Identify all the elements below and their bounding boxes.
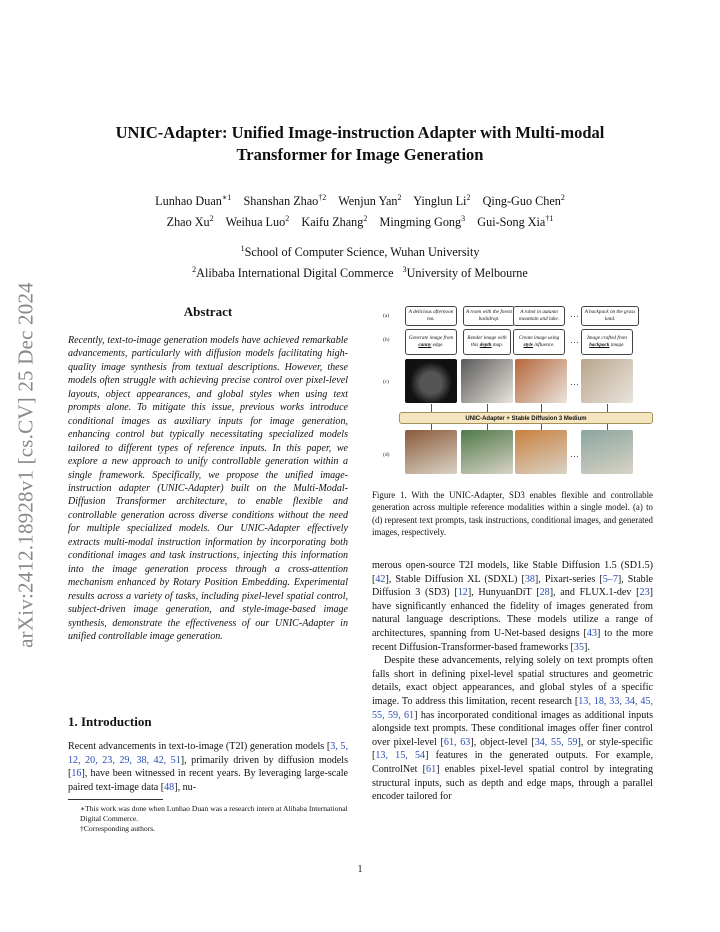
- model-bar: UNIC-Adapter + Stable Diffusion 3 Medium: [399, 412, 653, 424]
- author: Wenjun Yan$^2$: [338, 193, 402, 209]
- citation-link[interactable]: 13, 18, 33, 34, 45, 55, 59, 61: [372, 695, 654, 721]
- arrow-down: [607, 404, 608, 412]
- prompt-box: A room with the forest backdrop.: [463, 306, 515, 326]
- paper-title: [60, 122, 660, 166]
- intro-paragraph: Recent advancements in text-to-image (T2I) generation models [3, 5, 12, 20, 23, 29, 38, 42, 51], primarily driven by diffusion models [16], have been witnessed in recent years. By leveraging large-scale paired text-image data [48], nu-: [68, 741, 349, 793]
- author: Kaifu Zhang$^2$: [301, 214, 368, 230]
- author-line-1: [60, 189, 660, 210]
- citation-link[interactable]: 43: [586, 627, 597, 639]
- row-label-c: (c): [383, 379, 390, 385]
- author: Lunhao Duan$^{∗1}$: [155, 193, 232, 209]
- author-line-2: [60, 210, 660, 231]
- conditional-image-style: [515, 359, 567, 403]
- intro-heading: 1. Introduction: [68, 714, 152, 729]
- title-line-2: Transformer for Image Generation: [236, 145, 484, 164]
- citation-link[interactable]: 34, 55, 59: [534, 736, 578, 748]
- author: Zhao Xu$^2$: [166, 214, 214, 230]
- citation-link[interactable]: 12: [457, 587, 468, 599]
- affiliation-line-2: $^2$Alibaba International Digital Commerce $^3$University of Melbourne: [192, 265, 528, 281]
- page-number: 1: [357, 864, 363, 875]
- citation-link[interactable]: 28: [539, 587, 550, 599]
- arxiv-stamp-text: arXiv:2412.18928v1 [cs.CV] 25 Dec 2024: [13, 282, 38, 648]
- instruction-box: Generate image from canny edge.: [405, 329, 457, 355]
- citation-link[interactable]: 48: [164, 781, 175, 793]
- instruction-box: Image crafted from backpack image.: [581, 329, 633, 355]
- conditional-image-canny: [405, 359, 457, 403]
- author: Mingming Gong$^3$: [379, 214, 466, 230]
- arxiv-stamp: [8, 250, 44, 680]
- citation-link[interactable]: 16: [71, 768, 82, 780]
- right-column-text: [372, 559, 653, 804]
- instruction-box: Create image using style influence.: [513, 329, 565, 355]
- ellipsis: …: [570, 335, 579, 345]
- citation-link[interactable]: 61: [426, 763, 437, 775]
- conditional-image-backpack: [581, 359, 633, 403]
- footnote-intern: ∗This work was done when Lunhao Duan was a research intern at Alibaba International Digital Commerce.: [80, 804, 348, 824]
- arrow-down: [541, 404, 542, 412]
- citation-link[interactable]: 42: [375, 573, 386, 585]
- author: Gui-Song Xia$^{\dagger 1}$: [477, 214, 554, 230]
- row-label-b: (b): [383, 337, 390, 343]
- footnotes: [68, 804, 348, 835]
- citation-link[interactable]: 3, 5, 12, 20, 23, 29, 38, 42, 51: [68, 741, 349, 766]
- footnote-corresponding: †Corresponding authors.: [80, 824, 156, 834]
- row-label-a: (a): [383, 313, 390, 319]
- author: Qing-Guo Chen$^2$: [482, 193, 565, 209]
- author: Shanshan Zhao$^{\dagger 2}$: [243, 193, 327, 209]
- author: Yinglun Li$^2$: [413, 193, 471, 209]
- abstract-heading: Abstract: [183, 304, 233, 319]
- generated-image: [461, 430, 513, 474]
- arrow-down: [487, 404, 488, 412]
- author-list: [60, 189, 660, 231]
- paragraph: merous open-source T2I models, like Stable Diffusion 1.5 (SD1.5) [42], Stable Diffusion XL (SDXL) [38], Pixart-series [5–7], Stable Diffusion 3 (SD3) [12], HunyuanDiT [28], and FLUX.1-dev [23] have significantly enhanced the fidelity of images generated from natural language descriptions. These models utilize a range of architectures, spanning from U-Net-based designs [43] to the more recent Diffusion-Transformer-based frameworks [35].: [372, 560, 654, 653]
- prompt-box: A delicious afternoon tea.: [405, 306, 457, 326]
- ellipsis: …: [570, 449, 579, 459]
- citation-link[interactable]: 5–7: [602, 573, 618, 585]
- author: Weihua Luo$^2$: [225, 214, 290, 230]
- figure-caption: Figure 1. With the UNIC-Adapter, SD3 enables flexible and controllable generation across multiple reference modalities within a single model. (a) to (d) represent text prompts, task instructions, conditional images, and generated images, respectively.: [372, 490, 653, 537]
- citation-link[interactable]: 23: [639, 587, 650, 599]
- generated-image: [515, 430, 567, 474]
- abstract-body: Recently, text-to-image generation models have achieved remarkable advancements, particularly with diffusion models facilitating high-quality image synthesis from textual descriptions. However, these models often struggle with achieving precise control over pixel-level layouts, object appearances, and global styles when using text prompts alone. To mitigate this issue, previous works introduce conditional images as auxiliary inputs for image generation, enhancing control but typically necessitating specialized models tailored to different types of reference inputs. In this paper, we explore a new approach to unify controllable generation within a single framework. Specifically, we propose the unified image-instruction adapter (UNIC-Adapter) built on the Multi-Modal-Diffusion Transformer architecture, to enable flexible and controllable generation across diverse conditions without the need for multiple specialized models. Our UNIC-Adapter effectively extracts multi-modal instruction information by incorporating both conditional images and task instructions, injecting this information into the image generation process through a cross-attention mechanism enhanced by Rotary Position Embedding. Experimental results across a variety of tasks, including pixel-level spatial control, subject-driven image generation, and style-image-based image synthesis, demonstrate the effectiveness of our UNIC-Adapter in unified controllable image generation.: [68, 335, 348, 642]
- citation-link[interactable]: 38: [524, 573, 535, 585]
- arrow-down: [431, 404, 432, 412]
- citation-link[interactable]: 13, 15, 54: [375, 750, 426, 762]
- citation-link[interactable]: 35: [573, 641, 584, 653]
- affiliations: [60, 240, 660, 282]
- footnote-rule: [68, 799, 163, 800]
- generated-image: [581, 430, 633, 474]
- prompt-box: A robot in autumn mountain and lake.: [513, 306, 565, 326]
- ellipsis: …: [570, 377, 579, 387]
- affiliation-line-1: $^1$School of Computer Science, Wuhan University: [240, 244, 480, 260]
- generated-image: [405, 430, 457, 474]
- conditional-image-depth: [461, 359, 513, 403]
- title-line-1: UNIC-Adapter: Unified Image-instruction Adapter with Multi-modal: [115, 123, 605, 142]
- figure-1: [383, 303, 668, 471]
- prompt-box: A backpack on the grass land.: [581, 306, 639, 326]
- instruction-box: Render image with this depth map.: [463, 329, 511, 355]
- ellipsis: …: [570, 309, 579, 319]
- paragraph: Despite these advancements, relying solely on text prompts often falls short in defining pixel-level spatial structures and geometric details, exact object appearances, and global styles of a specific image. To address this limitation, recent research [13, 18, 33, 34, 45, 55, 59, 61] has incorporated conditional images as additional inputs alongside text prompts. These conditional images offer finer control over pixel-level [61, 63], object-level [34, 55, 59], or style-specific [13, 15, 54] features in the generated outputs. For example, ControlNet [61] enables pixel-level spatial control by integrating structural inputs, such as depth and edge maps, through a parallel encoder tailored for: [372, 655, 654, 803]
- citation-link[interactable]: 61, 63: [443, 736, 471, 748]
- row-label-d: (d): [383, 452, 390, 458]
